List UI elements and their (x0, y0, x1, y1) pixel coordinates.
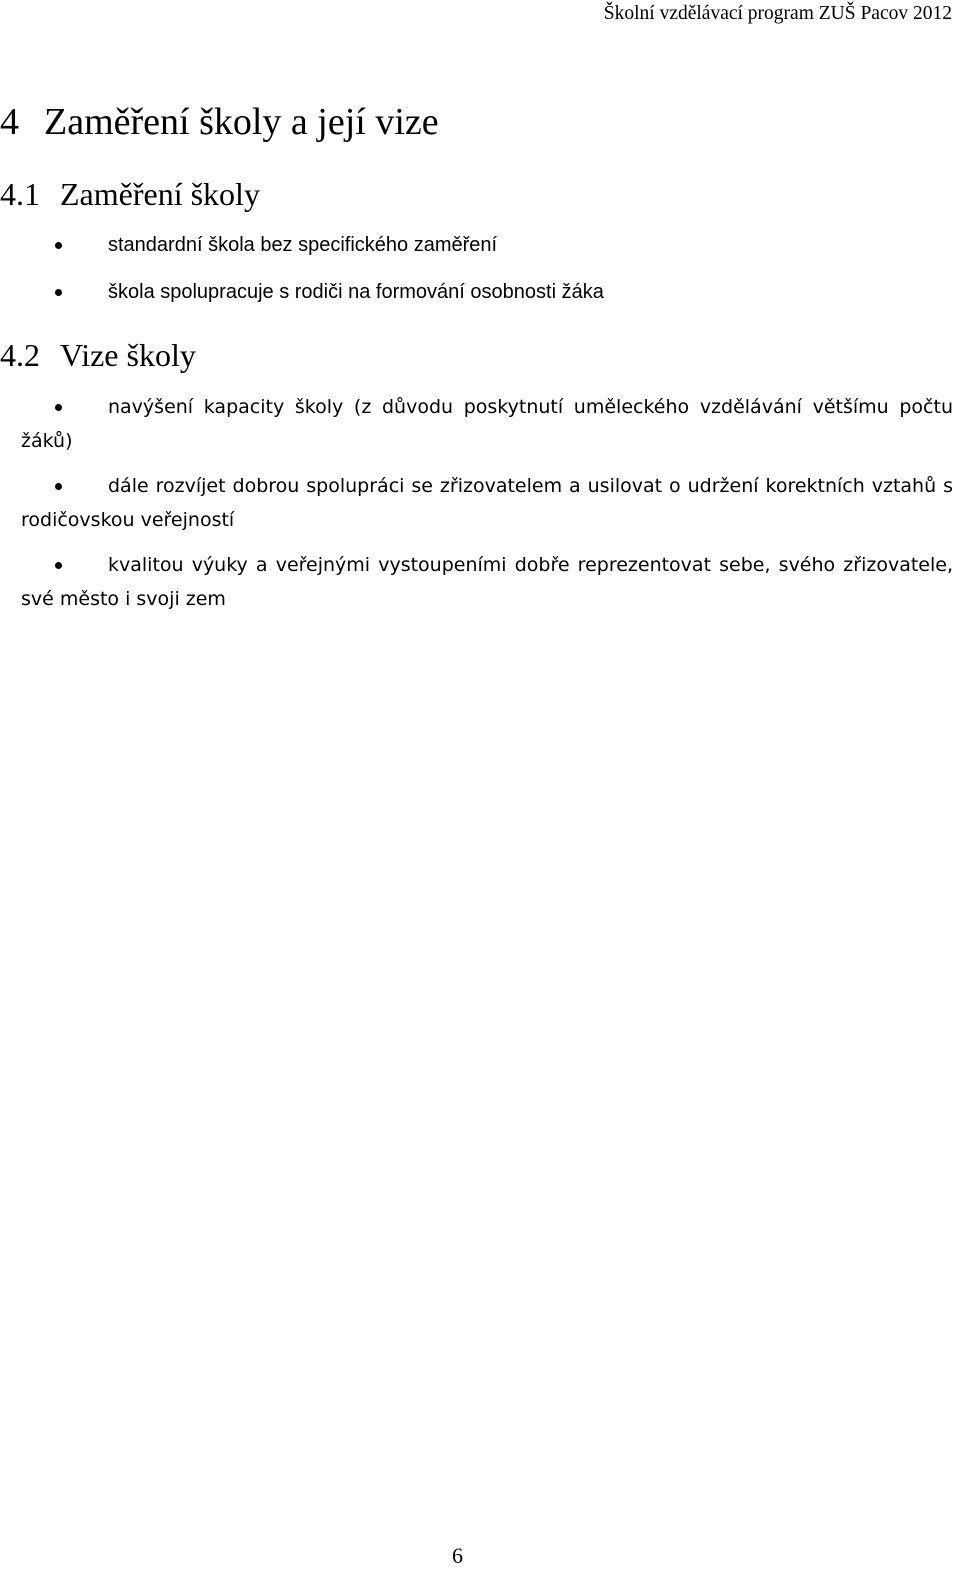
bullet-icon (55, 404, 62, 411)
list-item-text: kvalitou výuky a veřejnými vystoupeními dobře reprezentovat sebe, svého zřizovatele, své město i svoji zem (21, 554, 953, 610)
list-item-text: škola spolupracuje s rodiči na formování osobnosti žáka (108, 281, 604, 303)
section-heading-focus (0, 174, 260, 214)
list-item (21, 390, 953, 458)
list-item (21, 548, 953, 616)
running-header: Školní vzdělávací program ZUŠ Pacov 2012 (603, 3, 952, 24)
page-number: 6 (452, 1543, 463, 1568)
bullet-icon (55, 242, 62, 249)
section-heading-vision (0, 335, 196, 375)
bullet-icon (55, 562, 62, 569)
chapter-title: Zaměření školy a její vize (44, 101, 439, 143)
list-item-text: standardní škola bez specifického zaměření (108, 234, 498, 256)
list-item (21, 469, 953, 537)
list-item-text: navýšení kapacity školy (z důvodu poskytnutí uměleckého vzdělávání většímu počtu žáků) (21, 396, 953, 452)
section-title: Vize školy (60, 337, 196, 373)
bullet-icon (55, 483, 62, 490)
section-number: 4.2 (0, 337, 40, 373)
section-number: 4.1 (0, 176, 40, 212)
list-item-text: dále rozvíjet dobrou spolupráci se zřizovatelem a usilovat o udržení korektních vztahů s rodičovskou veřejností (21, 475, 953, 531)
chapter-number: 4 (0, 101, 19, 143)
section-title: Zaměření školy (60, 176, 260, 212)
chapter-heading (0, 96, 439, 148)
bullet-icon (55, 289, 62, 296)
